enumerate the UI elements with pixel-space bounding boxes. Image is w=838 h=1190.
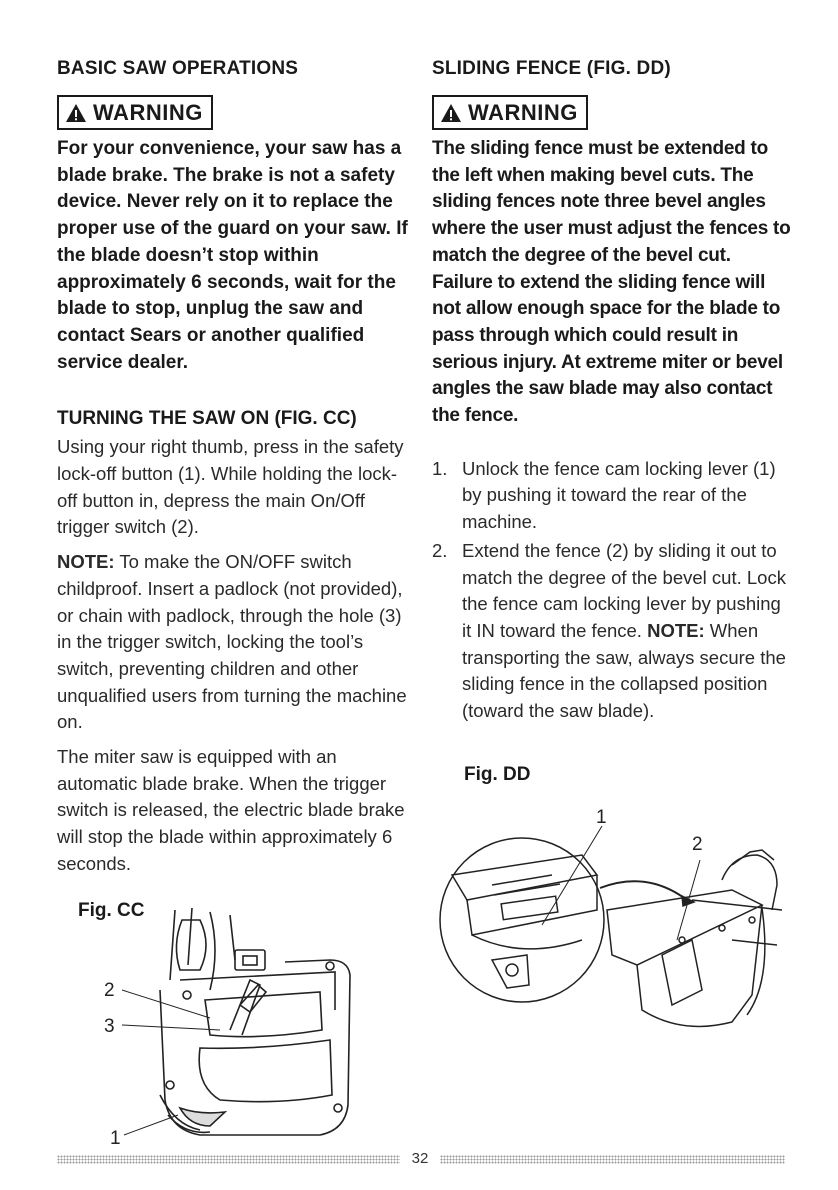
trigger-handle-illustration [60,890,360,1150]
warning-label-box-right [432,95,588,130]
turning-saw-on-heading: TURNING THE SAW ON (FIG. CC) [57,408,357,430]
fig-dd [432,760,792,1040]
fig-dd-label: Fig. DD [464,764,531,785]
step-2 [432,538,792,725]
blade-brake-text: The miter saw is equipped with an automatic blade brake. When the trigger switch is released, the electric blade brake will stop the blade within approximately 6 seconds. [57,746,405,874]
basic-saw-operations-heading: BASIC SAW OPERATIONS [57,58,299,79]
sliding-fence-illustration [432,760,792,1040]
step-1-number: 1. [432,457,448,479]
step-1-text: Unlock the fence cam locking lever (1) by pushing it toward the rear of the machine. [462,457,776,533]
warning-triangle-icon [440,103,462,123]
sliding-fence-heading: SLIDING FENCE (FIG. DD) [432,58,671,79]
turning-saw-on-text: Using your right thumb, press in the safety lock-off button (1). While holding the lock-off button in, depress the main On/Off trigger switch (2). [57,436,404,538]
step-2-number: 2. [432,539,448,561]
note-label: NOTE: [57,551,115,573]
step-2-text-before: Extend the fence (2) by sliding it out to match the degree of the bevel cut. Lock the fence cam locking lever by pushing it IN toward the fence. [462,539,786,641]
callout-3-fig-cc: 3 [104,1016,115,1037]
step-2-text-after: When transporting the saw, always secure the sliding fence in the collapsed position (toward the saw blade). [462,619,786,722]
left-column [57,58,417,878]
warning-label-right: WARNING [468,100,578,125]
note-text: To make the ON/OFF switch childproof. Insert a padlock (not provided), or chain with padlock, through the hole (3) in the trigger switch, locking the tool’s switch, preventing children and other unqualified users from turning the machine on. [57,551,407,733]
fig-cc [60,890,360,1150]
callout-1-fig-cc: 1 [110,1128,121,1149]
sliding-fence-warning-text: The sliding fence must be extended to the left when making bevel cuts. The sliding fences note three bevel angles where the user must adjust the fences to match the degree of the bevel cut. Failure to extend the sliding fence will not allow enough space for the blade to pass through which could result in serious injury. At extreme miter or bevel angles the saw blade may also contact the fence. [432,138,791,427]
footer-rule-right [440,1155,785,1164]
step-1 [432,456,792,536]
footer-rule-left [57,1155,400,1164]
fig-cc-label: Fig. CC [78,900,145,921]
page-number: 32 [411,1150,429,1167]
warning-label: WARNING [93,100,203,125]
sliding-fence-steps [432,456,792,725]
callout-1-fig-dd: 1 [596,807,607,828]
warning-triangle-icon [65,103,87,123]
childproof-note [57,549,417,736]
callout-2-fig-cc: 2 [104,980,115,1001]
right-column [432,58,792,725]
step-2-note-label: NOTE: [647,619,705,641]
warning-label-box [57,95,213,130]
blade-brake-warning-text: For your convenience, your saw has a blade brake. The brake is not a safety device. Never rely on it to replace the proper use of the guard on your saw. If the blade doesn’t stop within approximately 6 seconds, wait for the blade to stop, unplug the saw and contact Sears or another qualified service dealer. [57,138,408,373]
callout-2-fig-dd: 2 [692,834,703,855]
